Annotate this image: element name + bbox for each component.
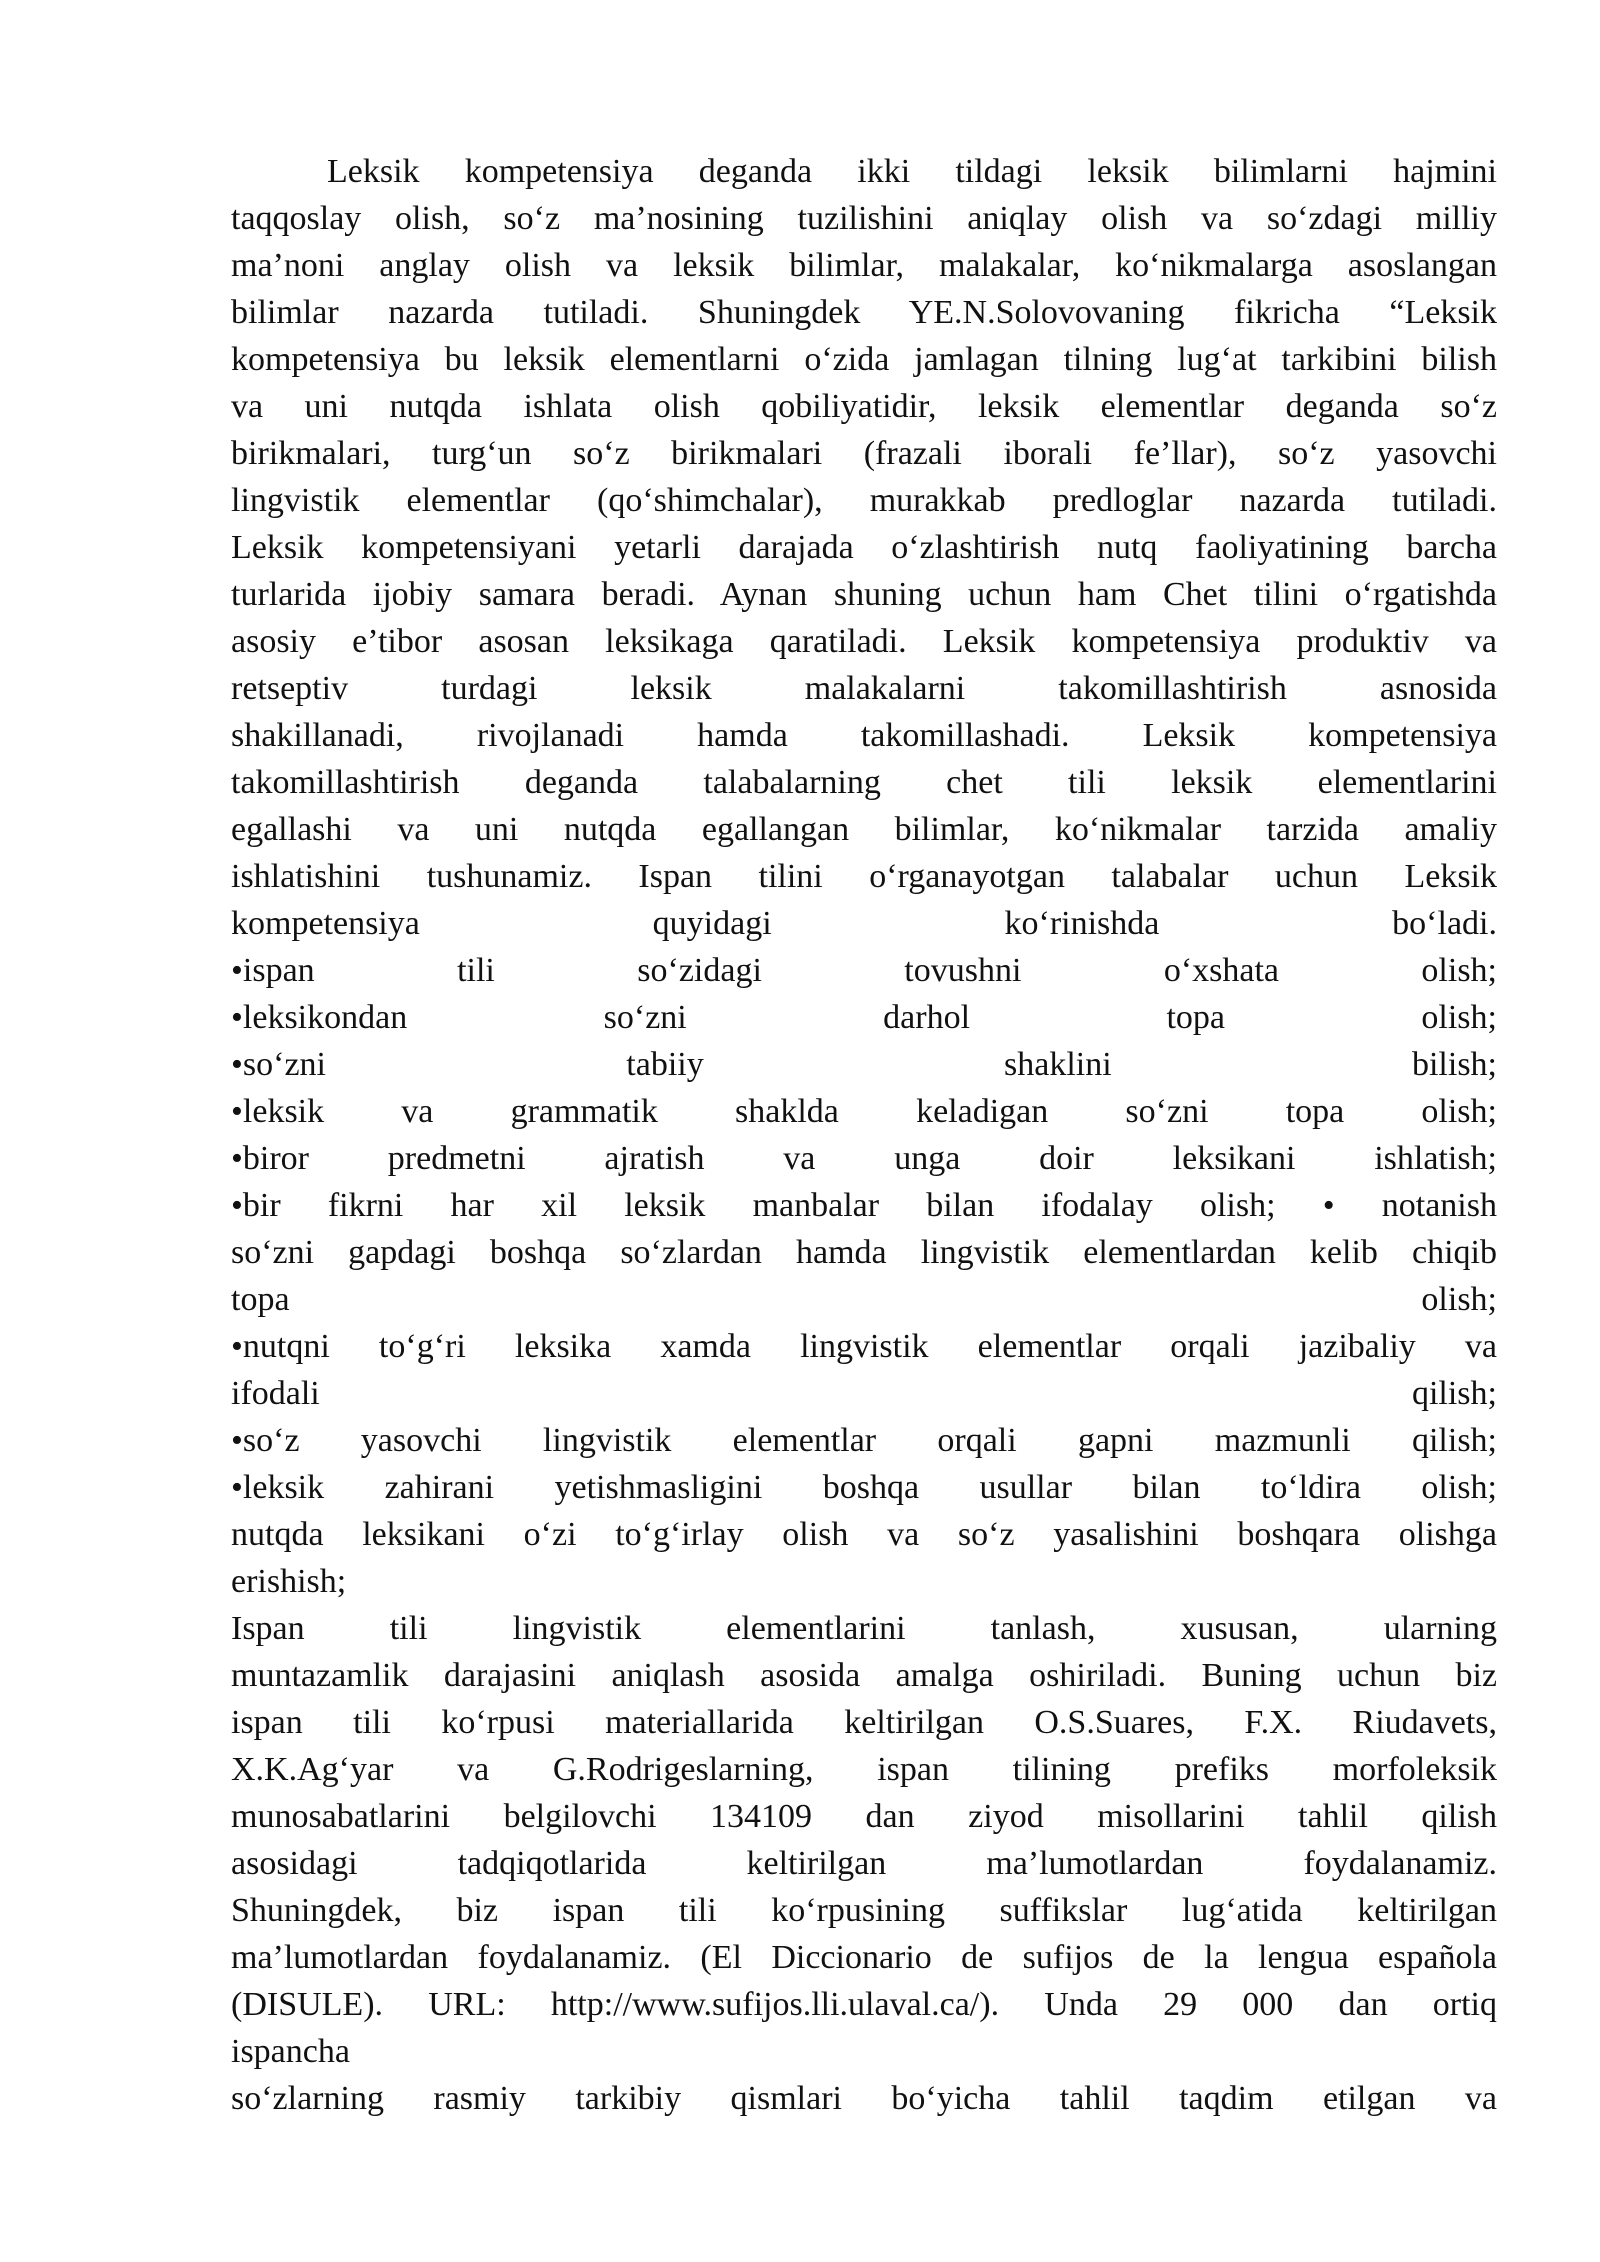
text-line: •leksik va grammatik shaklda keladigan so‘zni topa olish; bbox=[231, 1093, 1497, 1130]
text-line: so‘zlarning rasmiy tarkibiy qismlari bo‘yicha tahlil taqdim etilgan va bbox=[231, 2080, 1497, 2117]
text-line: shakillanadi, rivojlanadi hamda takomillashadi. Leksik kompetensiya bbox=[231, 717, 1497, 754]
text-line: Leksik kompetensiyani yetarli darajada o‘zlashtirish nutq faoliyatining barcha bbox=[231, 529, 1497, 566]
text-line: Leksik kompetensiya deganda ikki tildagi leksik bilimlarni hajmini bbox=[327, 153, 1497, 190]
text-line: asosidagi tadqiqotlarida keltirilgan ma’lumotlardan foydalanamiz. bbox=[231, 1845, 1497, 1882]
text-line: X.K.Ag‘yar va G.Rodrigeslarning, ispan tilining prefiks morfoleksik bbox=[231, 1751, 1497, 1788]
body-text bbox=[231, 148, 1497, 2122]
text-line: •biror predmetni ajratish va unga doir leksikani ishlatish; bbox=[231, 1140, 1497, 1177]
text-line: va uni nutqda ishlata olish qobiliyatidir, leksik elementlar deganda so‘z bbox=[231, 388, 1497, 425]
text-line: taqqoslay olish, so‘z ma’nosining tuzilishini aniqlay olish va so‘zdagi milliy bbox=[231, 200, 1497, 237]
text-line: retseptiv turdagi leksik malakalarni takomillashtirish asnosida bbox=[231, 670, 1497, 707]
text-line: turlarida ijobiy samara beradi. Aynan shuning uchun ham Chet tilini o‘rgatishda bbox=[231, 576, 1497, 613]
text-line: ishlatishini tushunamiz. Ispan tilini o‘rganayotgan talabalar uchun Leksik bbox=[231, 858, 1497, 895]
text-line: so‘zni gapdagi boshqa so‘zlardan hamda lingvistik elementlardan kelib chiqib bbox=[231, 1234, 1497, 1271]
text-line: egallashi va uni nutqda egallangan bilimlar, ko‘nikmalar tarzida amaliy bbox=[231, 811, 1497, 848]
text-line: muntazamlik darajasini aniqlash asosida amalga oshiriladi. Buning uchun biz bbox=[231, 1657, 1497, 1694]
text-line: asosiy e’tibor asosan leksikaga qaratiladi. Leksik kompetensiya produktiv va bbox=[231, 623, 1497, 660]
text-line: •ispan tili so‘zidagi tovushni o‘xshata olish; bbox=[231, 952, 1497, 989]
text-line: ifodali qilish; bbox=[231, 1375, 1497, 1412]
text-line: ma’noni anglay olish va leksik bilimlar, malakalar, ko‘nikmalarga asoslangan bbox=[231, 247, 1497, 284]
text-line: •so‘zni tabiiy shaklini bilish; bbox=[231, 1046, 1497, 1083]
text-line: munosabatlarini belgilovchi 134109 dan ziyod misollarini tahlil qilish bbox=[231, 1798, 1497, 1835]
text-line: erishish; bbox=[231, 1563, 347, 1600]
text-line: •bir fikrni har xil leksik manbalar bilan ifodalay olish; • notanish bbox=[231, 1187, 1497, 1224]
text-line: •leksikondan so‘zni darhol topa olish; bbox=[231, 999, 1497, 1036]
text-line: •so‘z yasovchi lingvistik elementlar orqali gapni mazmunli qilish; bbox=[231, 1422, 1497, 1459]
text-line: kompetensiya quyidagi ko‘rinishda bo‘ladi. bbox=[231, 905, 1497, 942]
text-line: kompetensiya bu leksik elementlarni o‘zida jamlagan tilning lug‘at tarkibini bilish bbox=[231, 341, 1497, 378]
text-line: Shuningdek, biz ispan tili ko‘rpusining suffikslar lug‘atida keltirilgan bbox=[231, 1892, 1497, 1929]
text-line: takomillashtirish deganda talabalarning chet tili leksik elementlarini bbox=[231, 764, 1497, 801]
text-line: ispancha bbox=[231, 2033, 350, 2070]
text-line: •nutqni to‘g‘ri leksika xamda lingvistik elementlar orqali jazibaliy va bbox=[231, 1328, 1497, 1365]
text-line: ispan tili ko‘rpusi materiallarida keltirilgan O.S.Suares, F.X. Riudavets, bbox=[231, 1704, 1497, 1741]
text-line: Ispan tili lingvistik elementlarini tanlash, xususan, ularning bbox=[231, 1610, 1497, 1647]
text-line: lingvistik elementlar (qo‘shimchalar), murakkab predloglar nazarda tutiladi. bbox=[231, 482, 1497, 519]
text-line: nutqda leksikani o‘zi to‘g‘irlay olish va so‘z yasalishini boshqara olishga bbox=[231, 1516, 1497, 1553]
text-line: birikmalari, turg‘un so‘z birikmalari (frazali iborali fe’llar), so‘z yasovchi bbox=[231, 435, 1497, 472]
text-line: topa olish; bbox=[231, 1281, 1497, 1318]
text-line: (DISULE). URL: http://www.sufijos.lli.ulaval.ca/). Unda 29 000 dan ortiq bbox=[231, 1986, 1497, 2023]
text-line: ma’lumotlardan foydalanamiz. (El Diccionario de sufijos de la lengua española bbox=[231, 1939, 1497, 1976]
text-line: bilimlar nazarda tutiladi. Shuningdek YE.N.Solovovaning fikricha “Leksik bbox=[231, 294, 1497, 331]
text-line: •leksik zahirani yetishmasligini boshqa usullar bilan to‘ldira olish; bbox=[231, 1469, 1497, 1506]
